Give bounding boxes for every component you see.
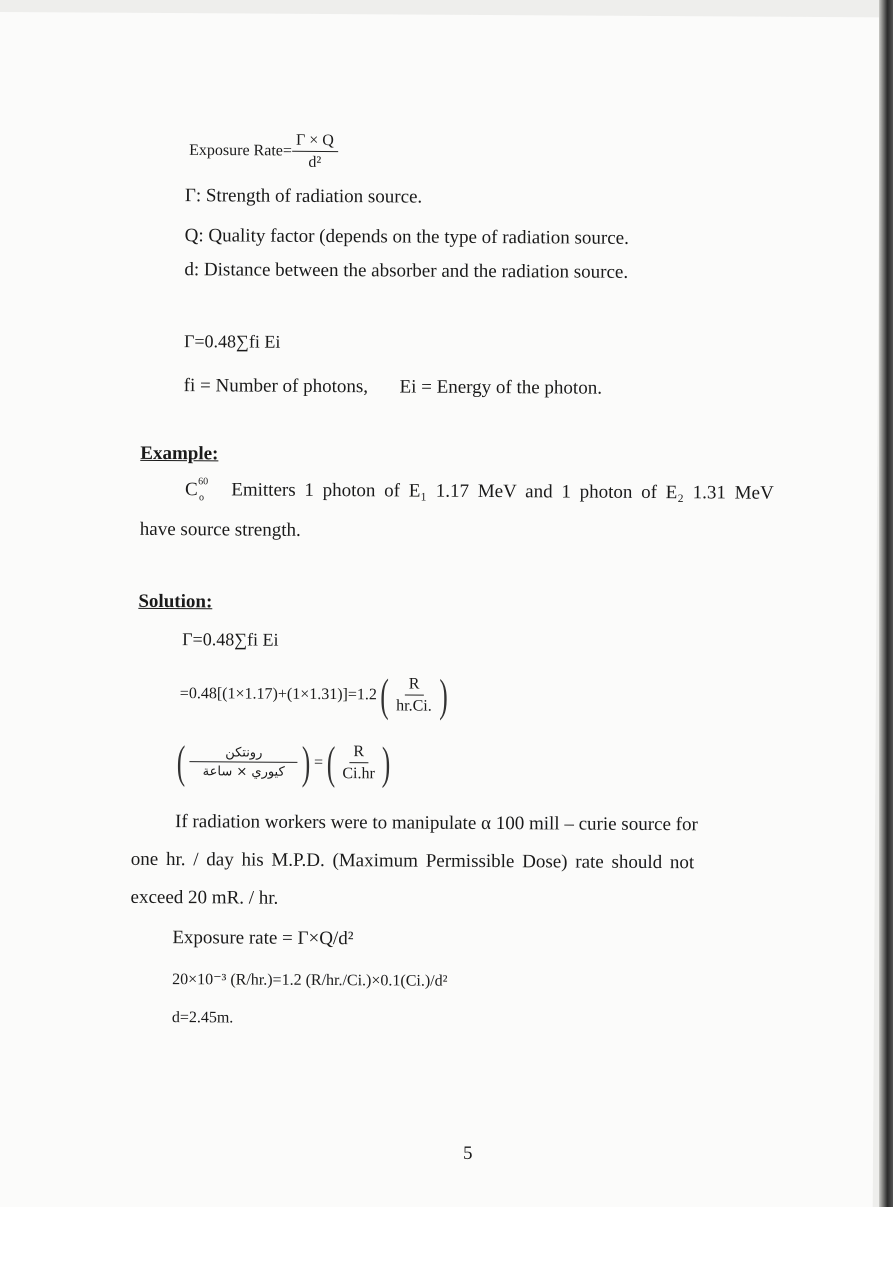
- definition-q: Q: Quality factor (depends on the type of radiation source.: [184, 225, 629, 249]
- example-line1: [185, 476, 774, 505]
- solution-line3-equals: =: [314, 753, 324, 771]
- example-heading: Example:: [140, 442, 219, 465]
- exposure-label: Exposure Rate: [189, 141, 283, 160]
- calc-line3: d=2.45m.: [171, 1009, 234, 1027]
- paragraph-line3: exceed 20 mR. / hr.: [130, 886, 279, 909]
- solution-line2: =0.48[(1×1.17)+(1×1.31)]=1.2( $\frac{R}{hr.Ci.}$ ): [179, 669, 448, 721]
- fi-definition: fi = Number of photons,: [183, 375, 369, 398]
- binding-edge: [879, 0, 893, 1210]
- ei-definition: Ei = Energy of the photon.: [399, 376, 603, 399]
- solution-line2-left: =0.48[(1×1.17)+(1×1.31)]=1.2: [179, 685, 377, 704]
- paragraph-line2: one hr. / day his M.P.D. (Maximum Permissible Dose) rate should not: [130, 848, 695, 874]
- calc-line1: Exposure rate = Γ×Q/d²: [172, 927, 354, 950]
- document-page: [0, 12, 880, 1212]
- arabic-fraction: [189, 745, 299, 780]
- solution-line3-fraction: [338, 743, 379, 783]
- exposure-equals: =: [282, 142, 292, 160]
- exposure-formula: [189, 131, 338, 172]
- exposure-fraction: [292, 132, 338, 172]
- gamma-terms: [184, 375, 602, 400]
- definition-d: d: Distance between the absorber and the radiation source.: [184, 259, 629, 283]
- paragraph-line1: If radiation workers were to manipulate α 100 mill – curie source for: [174, 811, 698, 836]
- solution-line3-den: Ci.hr: [342, 765, 375, 783]
- solution-line3-num: R: [349, 743, 368, 763]
- isotope-atomic: o: [199, 492, 205, 504]
- definition-gamma: Γ: Strength of radiation source.: [184, 185, 423, 208]
- isotope-symbol: C 60 o: [185, 476, 209, 504]
- solution-heading: Solution:: [138, 590, 213, 613]
- solution-line2-num: R: [405, 675, 424, 695]
- exposure-numerator: Γ × Q: [292, 132, 338, 152]
- exposure-denominator: d²: [308, 153, 322, 171]
- gamma-formula: Γ=0.48∑fi Ei: [183, 331, 281, 352]
- calc-line2: 20×10⁻³ (R/hr.)=1.2 (R/hr./Ci.)×0.1(Ci.)/d²: [172, 971, 448, 990]
- solution-line2-fraction: [392, 675, 436, 715]
- scan-margin: [0, 1207, 893, 1263]
- isotope-mass: 60: [198, 476, 209, 488]
- solution-line2-den: hr.Ci.: [396, 697, 432, 715]
- solution-line1: Γ=0.48∑fi Ei: [182, 629, 279, 650]
- page-number: 5: [462, 1142, 473, 1164]
- arabic-denominator: كيوري × ساعة: [202, 764, 285, 780]
- solution-line3: ( $\frac{\text{رونتكن}}{\text{كيوري × ساعة}}$ ) =( $\frac{R}{Ci.hr}$ ): [176, 736, 391, 789]
- example-line2: have source strength.: [139, 518, 301, 541]
- arabic-numerator: رونتكن: [190, 745, 298, 763]
- example-emitters-text: Emitters 1 photon of E₁ 1.17 MeV and 1 photon of E₂ 1.31 MeV: [231, 479, 774, 504]
